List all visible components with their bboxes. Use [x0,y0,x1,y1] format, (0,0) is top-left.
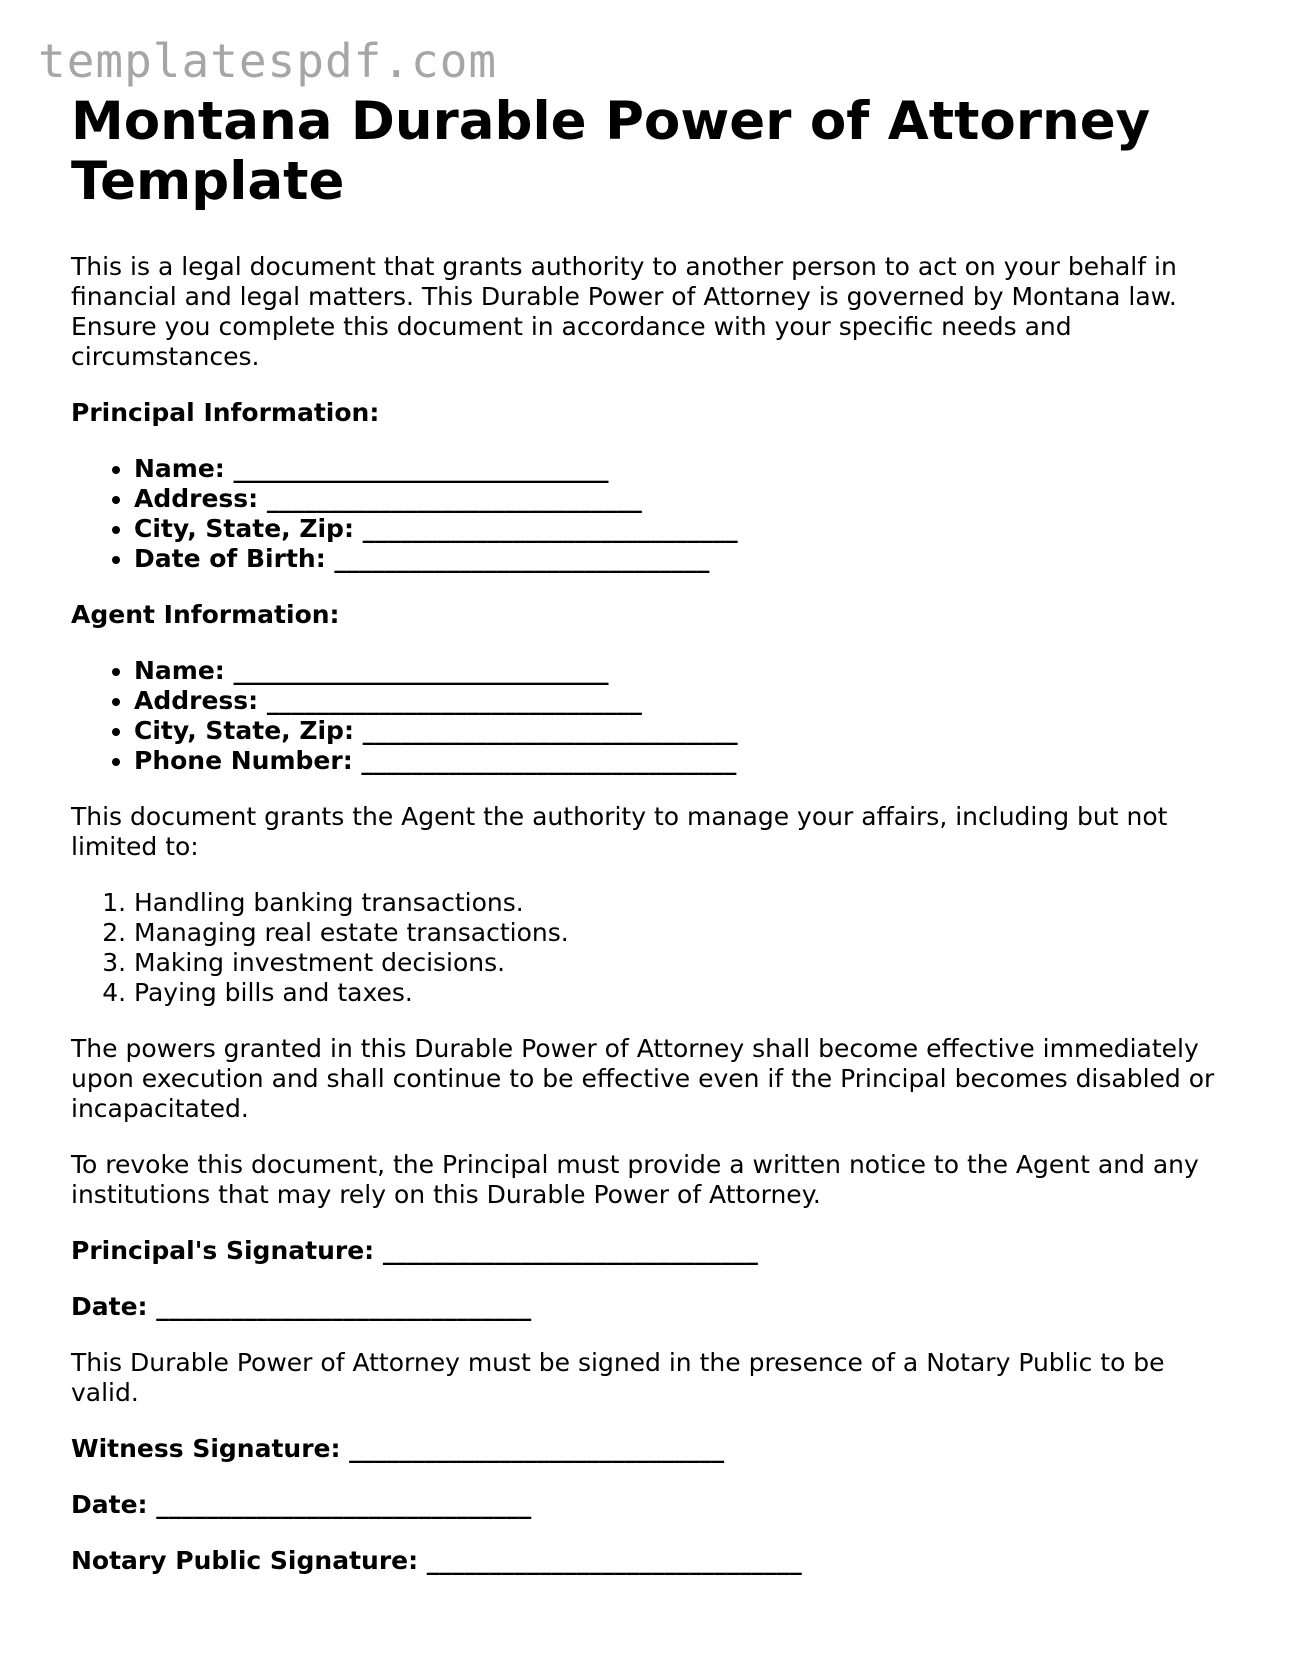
agent-fields [71,656,1221,776]
agent-name-field[interactable]: • Name: ______________________________ [134,656,1221,686]
agent-heading: Agent Information: [71,600,340,629]
agent-phone-field[interactable]: • Phone Number: ______________________________ [134,746,1221,776]
date-line-2[interactable]: Date: ______________________________ [71,1490,532,1519]
powers-list [71,888,1221,1008]
effective-paragraph: The powers granted in this Durable Power of Attorney shall become effective immediately upon execution and shall continue to be effective even if the Principal becomes disabled or incapacitated. [71,1034,1215,1123]
principal-signature-line[interactable]: Principal's Signature: ______________________________ [71,1236,758,1265]
principal-name-field[interactable]: • Name: ______________________________ [134,454,1221,484]
intro-paragraph: This is a legal document that grants authority to another person to act on your behalf in financial and legal matters. This Durable Power of Attorney is governed by Montana law. Ensure you complete this document in accordance with your specific needs and circumstances. [71,252,1177,371]
principal-dob-field[interactable]: • Date of Birth: ______________________________ [134,544,1221,574]
power-item: 4. Paying bills and taxes. [134,978,1221,1008]
power-item: 1. Handling banking transactions. [134,888,1221,918]
document-title: Montana Durable Power of Attorney Template [71,91,1151,212]
watermark: templatespdf.com [38,34,498,88]
agent-address-field[interactable]: • Address: ______________________________ [134,686,1221,716]
principal-fields [71,454,1221,574]
principal-city-state-zip-field[interactable]: • City, State, Zip: ______________________________ [134,514,1221,544]
notary-note: This Durable Power of Attorney must be signed in the presence of a Notary Public to be valid. [71,1348,1165,1407]
revoke-paragraph: To revoke this document, the Principal must provide a written notice to the Agent and any institutions that may rely on this Durable Power of Attorney. [71,1150,1199,1209]
notary-signature-line[interactable]: Notary Public Signature: ______________________________ [71,1546,802,1575]
document-body [71,92,1221,1576]
power-item: 3. Making investment decisions. [134,948,1221,978]
principal-address-field[interactable]: • Address: ______________________________ [134,484,1221,514]
power-item: 2. Managing real estate transactions. [134,918,1221,948]
witness-signature-line[interactable]: Witness Signature: ______________________________ [71,1434,725,1463]
date-line-1[interactable]: Date: ______________________________ [71,1292,532,1321]
principal-heading: Principal Information: [71,398,380,427]
authority-intro: This document grants the Agent the authority to manage your affairs, including but not limited to: [71,802,1168,861]
agent-city-state-zip-field[interactable]: • City, State, Zip: ______________________________ [134,716,1221,746]
